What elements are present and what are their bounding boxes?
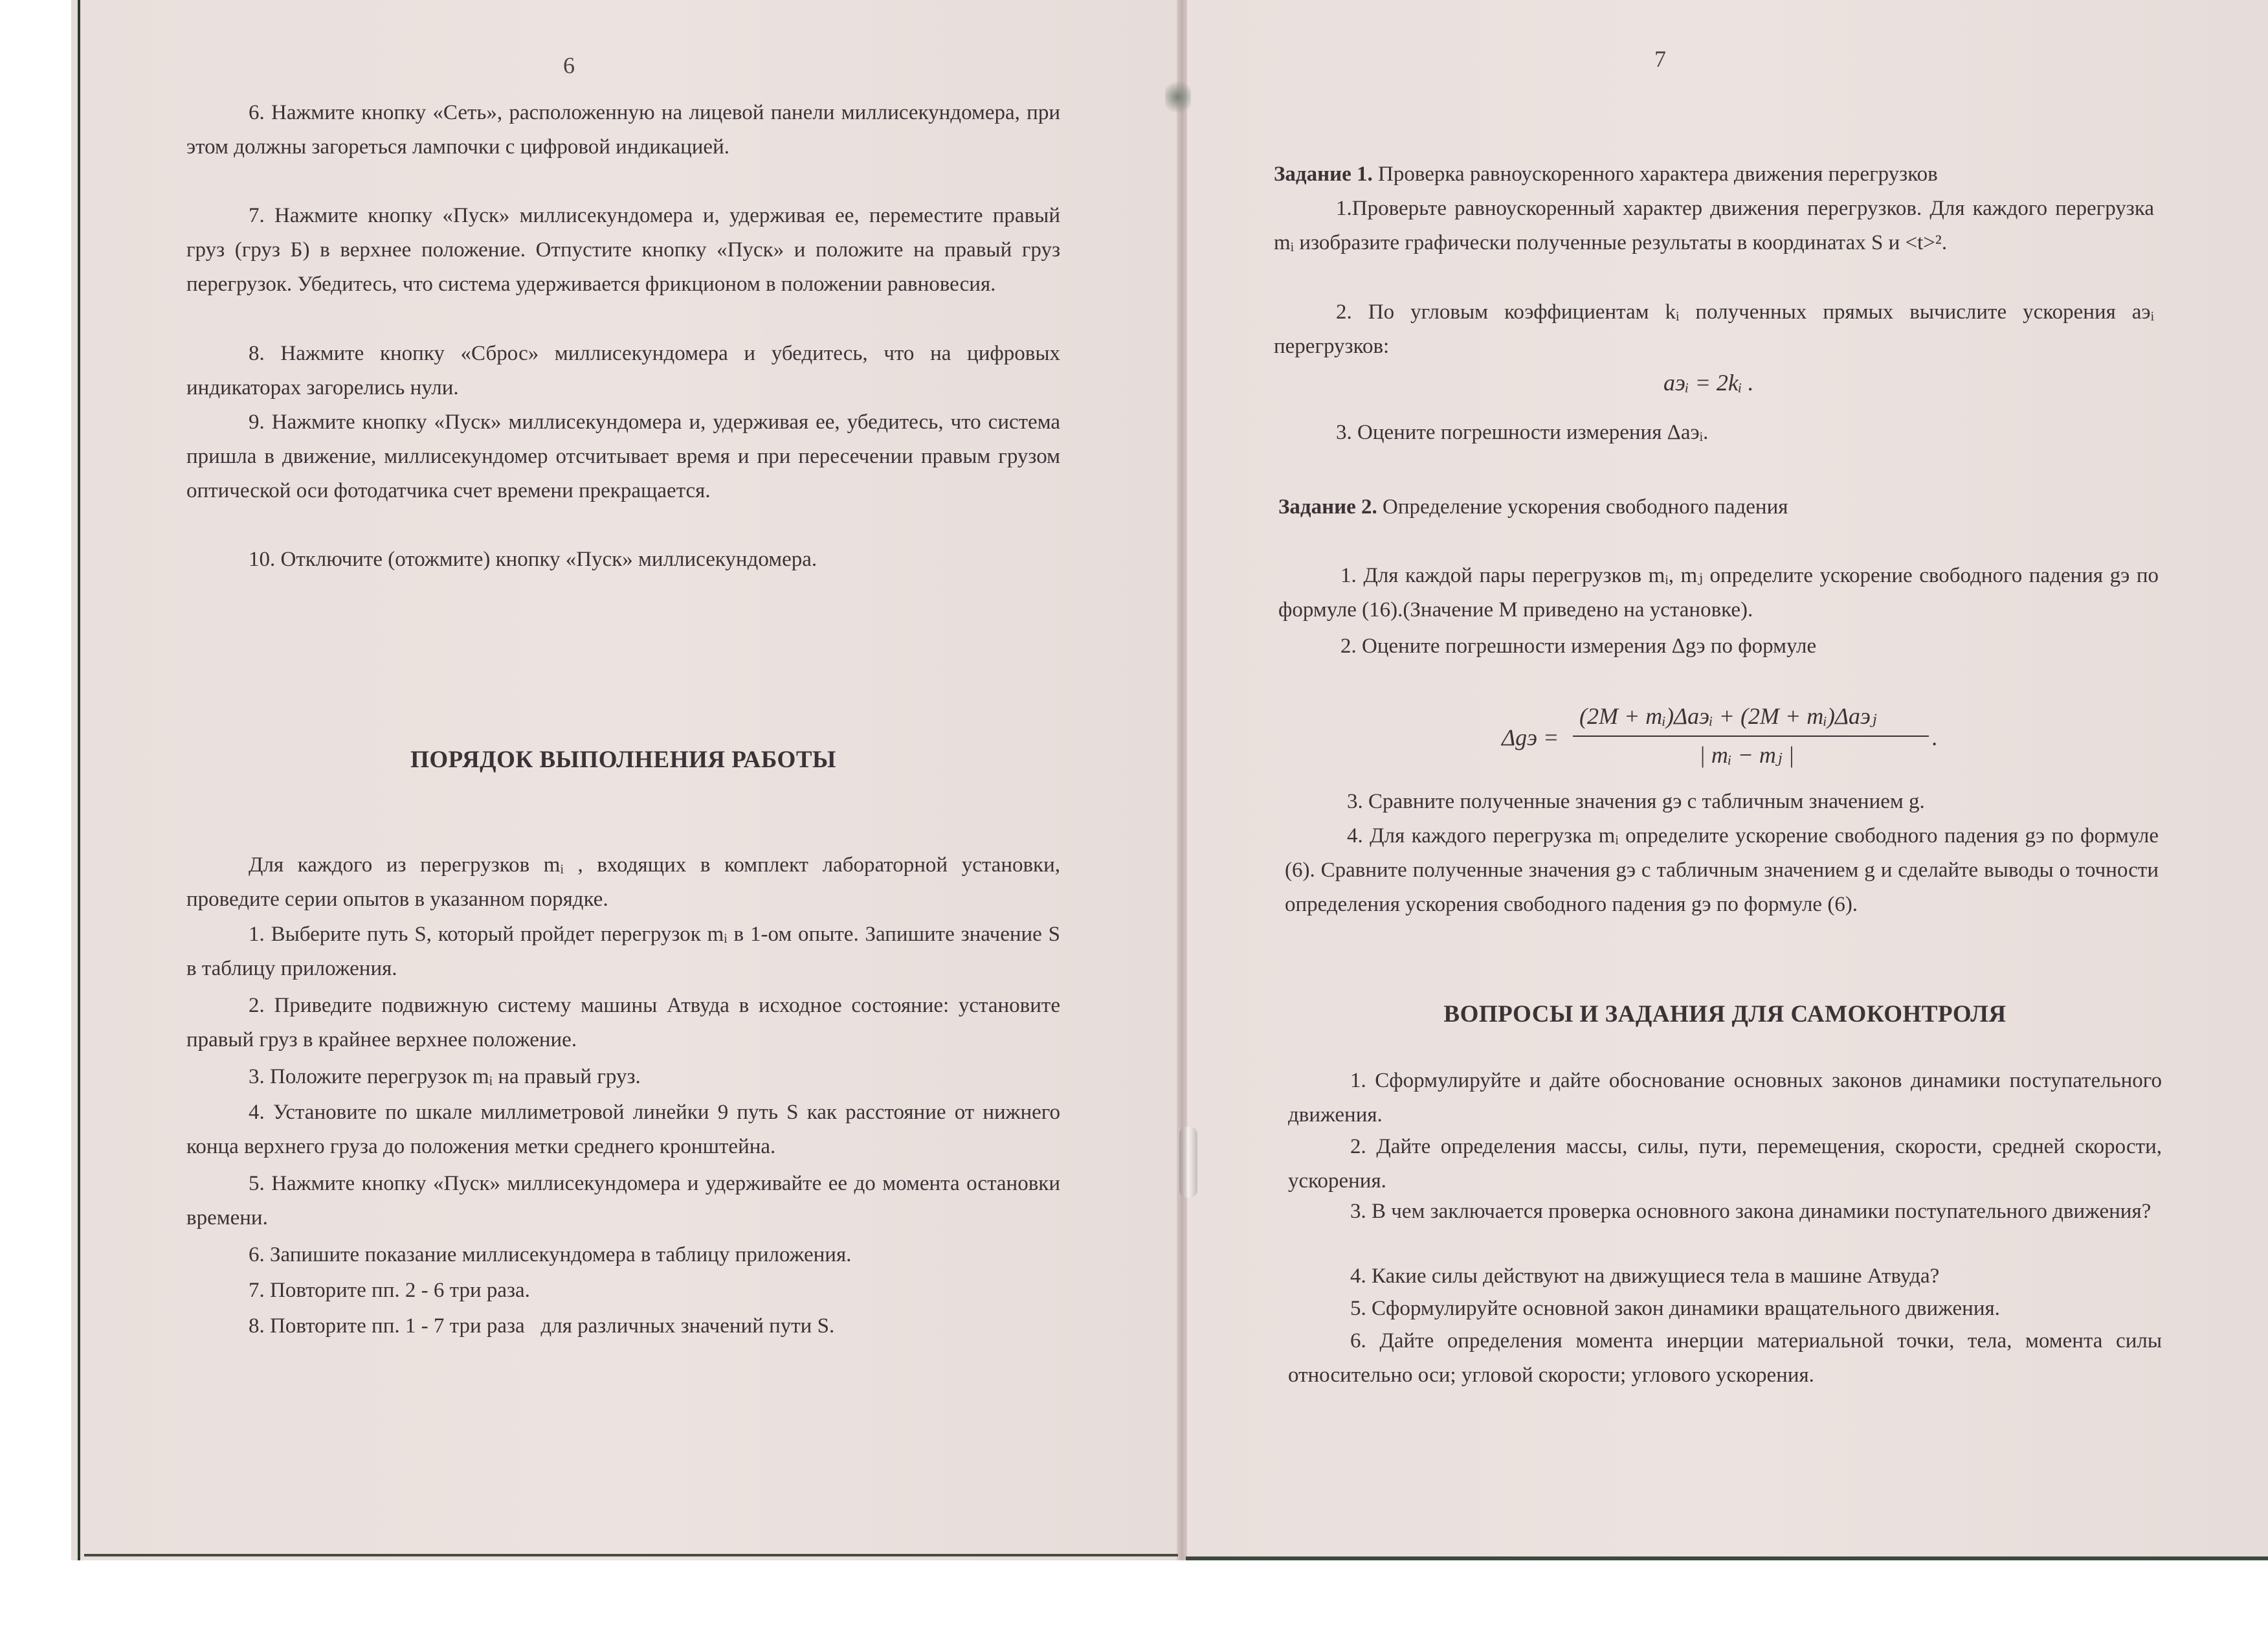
instruction-9: 9. Нажмите кнопку «Пуск» миллисекундомера и, удерживая ее, убедитесь, что система пришла в движение, миллисекундомер отсчитывает время и при пересечении правым грузом оптической оси фотодатчика счет времени прекращается.: [186, 410, 1060, 502]
error-formula-numerator: (2M + mᵢ)Δaэᵢ + (2M + mᵢ)Δaэⱼ: [1579, 703, 1877, 729]
procedure-step-2: 2. Приведите подвижную систему машины Атвуда в исходное состояние: установите правый груз в крайнее верхнее положение.: [186, 994, 1060, 1051]
page-number-left: 6: [563, 52, 575, 78]
instruction-8: 8. Нажмите кнопку «Сброс» миллисекундомера и убедитесь, что на цифровых индикаторах загорелись нули.: [186, 342, 1060, 399]
task2-title: [1278, 490, 2159, 524]
task1-title: [1274, 157, 2154, 192]
procedure-step-3: 3. Положите перегрузок mᵢ на правый груз.: [249, 1065, 641, 1088]
instruction-7: 7. Нажмите кнопку «Пуск» миллисекундомера и, удерживая ее, переместите правый груз (груз Б) в верхнее положение. Отпустите кнопку «Пуск» и положите на правый груз перегрузок. Убедитесь, что система удерживается фрикционом в положении равновесия.: [186, 204, 1060, 296]
question-3: 3. В чем заключается проверка основного закона динамики поступательного движения?: [1350, 1200, 2151, 1223]
page-edge-right: [1186, 1556, 2268, 1560]
question-2: 2. Дайте определения массы, силы, пути, перемещения, скорости, средней скорости, ускорения.: [1288, 1135, 2162, 1193]
procedure-intro: Для каждого из перегрузков mᵢ , входящих в комплект лабораторной установки, проведите серии опытов в указанном порядке.: [186, 853, 1060, 911]
task1-title-text: Проверка равноускоренного характера движения перегрузков: [1372, 163, 1938, 186]
page-number-right: 7: [1654, 46, 1666, 72]
task1-formula: aэᵢ = 2kᵢ .: [1663, 370, 1754, 396]
question-4: 4. Какие силы действуют на движущиеся тела в машине Атвуда?: [1350, 1264, 1940, 1288]
task2-item-4: 4. Для каждого перегрузка mᵢ определите ускорение свободного падения gэ по формуле (6). Сравните полученные значения gэ с табличным значением g и сделайте выводы о точности определения ускорения свободного падения gэ по формуле (6).: [1285, 824, 2159, 916]
task2-item-1: 1. Для каждой пары перегрузков mᵢ, mⱼ определите ускорение свободного падения gэ по формуле (16).(Значение M приведено на установке).: [1278, 564, 2159, 622]
procedure-step-8: 8. Повторите пп. 1 - 7 три раза для различных значений пути S.: [249, 1314, 835, 1338]
question-6: 6. Дайте определения момента инерции материальной точки, тела, момента силы относительно оси; угловой скорости; углового ускорения.: [1288, 1329, 2162, 1387]
error-formula-lhs: Δgэ =: [1502, 724, 1559, 750]
section-heading-questions: ВОПРОСЫ И ЗАДАНИЯ ДЛЯ САМОКОНТРОЛЯ: [1443, 1001, 2007, 1028]
section-heading-procedure: ПОРЯДОК ВЫПОЛНЕНИЯ РАБОТЫ: [410, 747, 836, 773]
paper-crease: [1179, 1127, 1197, 1198]
task1-label: Задание 1.: [1274, 163, 1373, 186]
question-1: 1. Сформулируйте и дайте обоснование основных законов динамики поступательного движения.: [1288, 1069, 2162, 1127]
binding-mark: [1165, 78, 1191, 117]
question-5: 5. Сформулируйте основной закон динамики вращательного движения.: [1350, 1297, 2000, 1320]
procedure-step-1: 1. Выберите путь S, который пройдет перегрузок mᵢ в 1-ом опыте. Запишите значение S в таблицу приложения.: [186, 923, 1060, 980]
error-formula-denominator: | mᵢ − mⱼ |: [1699, 742, 1795, 768]
instruction-6: 6. Нажмите кнопку «Сеть», расположенную на лицевой панели миллисекундомера, при этом должны загореться лампочки с цифровой индикацией.: [186, 101, 1060, 159]
procedure-step-6: 6. Запишите показание миллисекундомера в таблицу приложения.: [249, 1243, 852, 1266]
fraction-bar: [1573, 736, 1929, 737]
error-formula-period: .: [1932, 724, 1938, 750]
procedure-step-5: 5. Нажмите кнопку «Пуск» миллисекундомера и удерживайте ее до момента остановки времени.: [186, 1172, 1060, 1230]
task1-item-1: 1.Проверьте равноускоренный характер движения перегрузков. Для каждого перегрузка mᵢ изобразите графически полученные результаты в координатах S и <t>².: [1274, 197, 2154, 254]
book-gutter: [1177, 0, 1187, 1560]
task1-item-2: 2. По угловым коэффициентам kᵢ полученных прямых вычислите ускорения aэᵢ перегрузков:: [1274, 300, 2154, 358]
task1-item-3: 3. Оцените погрешности измерения Δaэᵢ.: [1336, 421, 1709, 444]
task2-item-3: 3. Сравните полученные значения gэ с табличным значением g.: [1347, 790, 1925, 813]
task2-item-2: 2. Оцените погрешности измерения Δgэ по формуле: [1340, 635, 1817, 658]
procedure-step-4: 4. Установите по шкале миллиметровой линейки 9 путь S как расстояние от нижнего конца верхнего груза до положения метки среднего кронштейна.: [186, 1101, 1060, 1158]
task2-title-text: Определение ускорения свободного падения: [1377, 495, 1788, 519]
task2-label: Задание 2.: [1278, 495, 1377, 519]
procedure-step-7: 7. Повторите пп. 2 - 6 три раза.: [249, 1279, 530, 1302]
instruction-10: 10. Отключите (отожмите) кнопку «Пуск» миллисекундомера.: [249, 548, 817, 571]
page-edge-left: [84, 1554, 1178, 1556]
